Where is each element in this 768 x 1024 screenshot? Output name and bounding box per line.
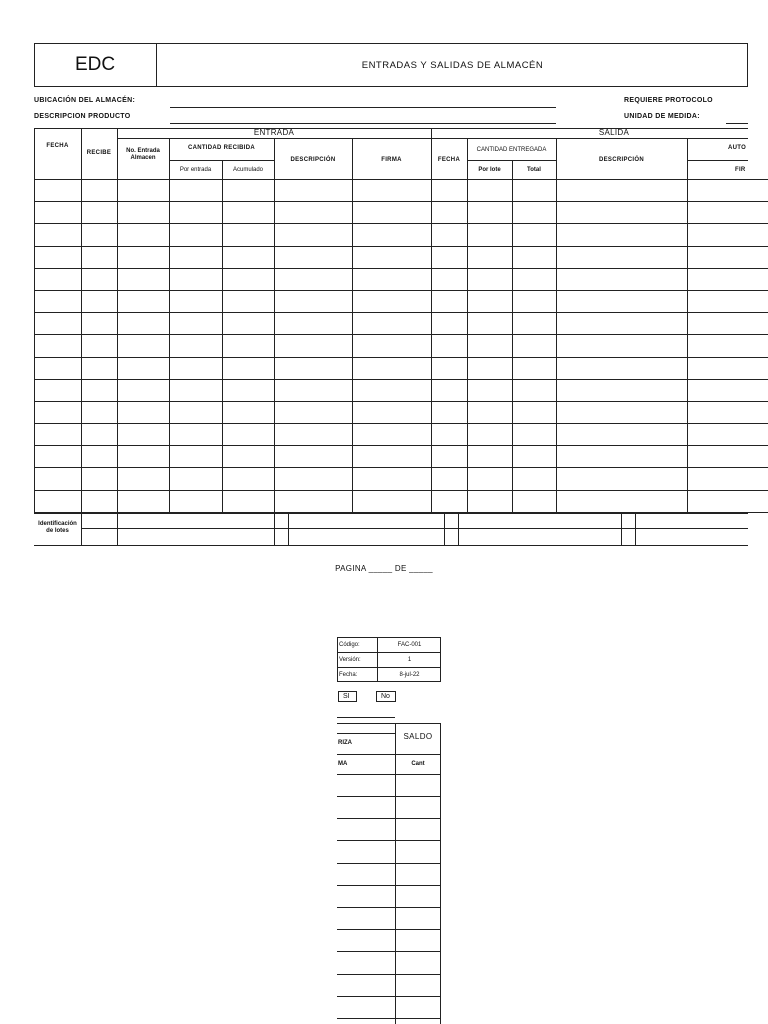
table-cell[interactable] bbox=[275, 424, 353, 446]
table-cell[interactable] bbox=[688, 446, 768, 468]
version-value: 1 bbox=[407, 657, 412, 663]
table-row bbox=[35, 224, 768, 246]
table-cell[interactable] bbox=[353, 357, 432, 379]
table-cell[interactable] bbox=[170, 490, 223, 512]
table-cell[interactable] bbox=[170, 268, 223, 290]
fecha-label: Fecha: bbox=[339, 672, 358, 678]
col-cantidad-recibida: CANTIDAD RECIBIDA bbox=[187, 145, 256, 151]
table-cell[interactable] bbox=[468, 468, 513, 490]
iv-621 bbox=[621, 513, 622, 546]
iv-444 bbox=[444, 513, 445, 546]
table-cell[interactable] bbox=[688, 268, 768, 290]
label-unidad-medida: UNIDAD DE MEDIDA: bbox=[624, 113, 700, 120]
table-row bbox=[35, 246, 768, 268]
si-label: SI bbox=[343, 693, 350, 700]
table-cell[interactable] bbox=[688, 246, 768, 268]
table-cell[interactable] bbox=[688, 490, 768, 512]
table-cell[interactable] bbox=[353, 224, 432, 246]
table-cell[interactable] bbox=[432, 313, 468, 335]
ident-top-thick bbox=[34, 512, 748, 514]
table-cell[interactable] bbox=[170, 290, 223, 312]
p2-header-bottom bbox=[337, 774, 441, 775]
p2-row-line bbox=[337, 840, 441, 841]
table-cell[interactable] bbox=[432, 335, 468, 357]
table-cell[interactable] bbox=[513, 446, 557, 468]
table-row bbox=[35, 202, 768, 224]
table-cell[interactable] bbox=[275, 180, 353, 202]
p2-mid-line bbox=[337, 754, 441, 755]
table-cell[interactable] bbox=[468, 401, 513, 423]
table-cell[interactable] bbox=[275, 379, 353, 401]
table-cell[interactable] bbox=[118, 290, 170, 312]
table-cell[interactable] bbox=[557, 401, 688, 423]
table-cell[interactable] bbox=[432, 224, 468, 246]
label-identificacion-lotes: Identificación de lotes bbox=[38, 521, 77, 534]
auto-under-line bbox=[687, 160, 748, 161]
table-cell[interactable] bbox=[353, 290, 432, 312]
table-cell[interactable] bbox=[432, 401, 468, 423]
table-cell[interactable] bbox=[688, 357, 768, 379]
table-cell[interactable] bbox=[557, 490, 688, 512]
table-cell[interactable] bbox=[82, 246, 118, 268]
table-cell[interactable] bbox=[223, 246, 275, 268]
table-cell[interactable] bbox=[275, 268, 353, 290]
table-cell[interactable] bbox=[82, 424, 118, 446]
table-cell[interactable] bbox=[468, 268, 513, 290]
table-cell[interactable] bbox=[513, 224, 557, 246]
col-fecha-salida: FECHA bbox=[437, 157, 461, 163]
table-row bbox=[35, 468, 768, 490]
table-cell[interactable] bbox=[557, 246, 688, 268]
table-cell[interactable] bbox=[275, 246, 353, 268]
iv-274 bbox=[274, 513, 275, 546]
table-cell[interactable] bbox=[688, 202, 768, 224]
table-cell[interactable] bbox=[468, 357, 513, 379]
table-cell[interactable] bbox=[35, 468, 82, 490]
table-cell[interactable] bbox=[468, 379, 513, 401]
table-cell[interactable] bbox=[468, 202, 513, 224]
table-cell[interactable] bbox=[35, 180, 82, 202]
table-cell[interactable] bbox=[513, 490, 557, 512]
table-cell[interactable] bbox=[118, 202, 170, 224]
table-cell[interactable] bbox=[353, 180, 432, 202]
p2-row-line bbox=[337, 885, 441, 886]
table-row bbox=[35, 290, 768, 312]
table-cell[interactable] bbox=[468, 446, 513, 468]
col-acumulado: Acumulado bbox=[232, 167, 264, 173]
table-cell[interactable] bbox=[82, 335, 118, 357]
table-cell[interactable] bbox=[688, 379, 768, 401]
table-cell[interactable] bbox=[35, 290, 82, 312]
table-cell[interactable] bbox=[82, 313, 118, 335]
table-row bbox=[35, 357, 768, 379]
table-cell[interactable] bbox=[468, 224, 513, 246]
col-cantidad-entregada: CANTIDAD ENTREGADA bbox=[476, 147, 547, 153]
table-cell[interactable] bbox=[432, 424, 468, 446]
table-cell[interactable] bbox=[432, 202, 468, 224]
table-cell[interactable] bbox=[82, 490, 118, 512]
col-autoriza: AUTO bbox=[728, 145, 747, 151]
table-cell[interactable] bbox=[353, 446, 432, 468]
table-cell[interactable] bbox=[513, 268, 557, 290]
ident-mid bbox=[81, 528, 748, 529]
col-total: Total bbox=[527, 167, 541, 173]
table-row bbox=[35, 180, 768, 202]
p2-row-line bbox=[337, 818, 441, 819]
table-cell[interactable] bbox=[688, 401, 768, 423]
table-cell[interactable] bbox=[513, 246, 557, 268]
table-cell[interactable] bbox=[468, 246, 513, 268]
ubicacion-underline bbox=[170, 107, 556, 108]
hv-467 bbox=[467, 138, 468, 180]
table-cell[interactable] bbox=[557, 424, 688, 446]
col-firma-autoriza: FIR bbox=[735, 167, 746, 173]
table-cell[interactable] bbox=[223, 335, 275, 357]
table-cell[interactable] bbox=[513, 424, 557, 446]
table-cell[interactable] bbox=[35, 401, 82, 423]
table-cell[interactable] bbox=[82, 202, 118, 224]
p2-sub-line bbox=[337, 733, 395, 734]
col-descripcion: DESCRIPCIÓN bbox=[290, 157, 336, 163]
col-salida: SALIDA bbox=[598, 128, 630, 137]
table-cell[interactable] bbox=[513, 202, 557, 224]
table-cell[interactable] bbox=[468, 424, 513, 446]
p2-row-line bbox=[337, 974, 441, 975]
table-cell[interactable] bbox=[557, 357, 688, 379]
table-cell[interactable] bbox=[688, 180, 768, 202]
table-cell[interactable] bbox=[432, 357, 468, 379]
table-cell[interactable] bbox=[118, 424, 170, 446]
table-cell[interactable] bbox=[432, 468, 468, 490]
table-cell[interactable] bbox=[35, 268, 82, 290]
iv-458 bbox=[458, 513, 459, 546]
fecha-value: 8-jul-22 bbox=[399, 672, 420, 678]
p2-row-line bbox=[337, 863, 441, 864]
table-cell[interactable] bbox=[170, 446, 223, 468]
table-cell[interactable] bbox=[557, 202, 688, 224]
table-cell[interactable] bbox=[223, 446, 275, 468]
table-cell[interactable] bbox=[688, 424, 768, 446]
table-cell[interactable] bbox=[170, 246, 223, 268]
table-cell[interactable] bbox=[353, 401, 432, 423]
codigo-value: FAC-001 bbox=[397, 642, 422, 648]
table-cell[interactable] bbox=[557, 290, 688, 312]
p2-row-line bbox=[337, 951, 441, 952]
table-cell[interactable] bbox=[468, 490, 513, 512]
table-cell[interactable] bbox=[513, 357, 557, 379]
table-cell[interactable] bbox=[35, 357, 82, 379]
table-cell[interactable] bbox=[353, 379, 432, 401]
hv-0 bbox=[34, 128, 35, 180]
table-cell[interactable] bbox=[223, 468, 275, 490]
table-row bbox=[35, 379, 768, 401]
table-cell[interactable] bbox=[353, 468, 432, 490]
descripcion-underline bbox=[170, 123, 556, 124]
table-cell[interactable] bbox=[688, 468, 768, 490]
table-cell[interactable] bbox=[275, 290, 353, 312]
col-firma: FIRMA bbox=[381, 157, 402, 163]
table-cell[interactable] bbox=[223, 424, 275, 446]
table-row bbox=[35, 401, 768, 423]
table-cell[interactable] bbox=[170, 401, 223, 423]
table-cell[interactable] bbox=[170, 224, 223, 246]
col-por-lote: Por lote bbox=[478, 167, 501, 173]
table-cell[interactable] bbox=[223, 313, 275, 335]
table-cell[interactable] bbox=[468, 335, 513, 357]
table-cell[interactable] bbox=[223, 490, 275, 512]
p2-row-line bbox=[337, 1018, 441, 1019]
main-grid bbox=[34, 179, 768, 513]
table-cell[interactable] bbox=[688, 224, 768, 246]
table-cell[interactable] bbox=[432, 268, 468, 290]
table-cell[interactable] bbox=[223, 290, 275, 312]
table-cell[interactable] bbox=[170, 357, 223, 379]
table-cell[interactable] bbox=[513, 290, 557, 312]
table-cell[interactable] bbox=[35, 246, 82, 268]
table-cell[interactable] bbox=[118, 357, 170, 379]
table-cell[interactable] bbox=[35, 313, 82, 335]
table-cell[interactable] bbox=[432, 379, 468, 401]
table-cell[interactable] bbox=[432, 246, 468, 268]
table-cell[interactable] bbox=[557, 446, 688, 468]
logo-edc: EDC bbox=[74, 54, 116, 75]
table-cell[interactable] bbox=[118, 468, 170, 490]
p2-firma: MA bbox=[338, 761, 348, 767]
table-cell[interactable] bbox=[35, 335, 82, 357]
p2-row-line bbox=[337, 929, 441, 930]
table-cell[interactable] bbox=[223, 224, 275, 246]
table-cell[interactable] bbox=[557, 335, 688, 357]
p2-top-line bbox=[337, 723, 441, 724]
iv-288 bbox=[288, 513, 289, 546]
doc-info-div-h2 bbox=[337, 667, 441, 668]
table-cell[interactable] bbox=[353, 202, 432, 224]
table-cell[interactable] bbox=[118, 313, 170, 335]
col-fecha: FECHA bbox=[46, 143, 69, 149]
pagina-label: PAGINA _____ DE _____ bbox=[335, 564, 433, 573]
table-cell[interactable] bbox=[170, 424, 223, 446]
p2-row-line bbox=[337, 907, 441, 908]
version-label: Versión: bbox=[339, 657, 361, 663]
table-cell[interactable] bbox=[275, 490, 353, 512]
table-cell[interactable] bbox=[557, 224, 688, 246]
iv-81 bbox=[81, 513, 82, 546]
p2-vert-right bbox=[440, 723, 441, 1024]
table-cell[interactable] bbox=[275, 224, 353, 246]
iv-635 bbox=[635, 513, 636, 546]
table-row bbox=[35, 446, 768, 468]
table-cell[interactable] bbox=[275, 468, 353, 490]
hv-687 bbox=[687, 138, 688, 180]
table-row bbox=[35, 335, 768, 357]
table-cell[interactable] bbox=[513, 180, 557, 202]
unidad-line-p2 bbox=[337, 717, 395, 718]
table-cell[interactable] bbox=[82, 379, 118, 401]
table-cell[interactable] bbox=[468, 313, 513, 335]
table-cell[interactable] bbox=[82, 290, 118, 312]
table-cell[interactable] bbox=[82, 401, 118, 423]
p2-row-line bbox=[337, 996, 441, 997]
table-cell[interactable] bbox=[118, 246, 170, 268]
iv-117 bbox=[117, 513, 118, 546]
grid-body bbox=[35, 180, 768, 513]
table-cell[interactable] bbox=[432, 490, 468, 512]
table-cell[interactable] bbox=[82, 357, 118, 379]
table-cell[interactable] bbox=[118, 401, 170, 423]
p2-cant: Cant bbox=[411, 761, 425, 767]
table-cell[interactable] bbox=[35, 224, 82, 246]
table-cell[interactable] bbox=[170, 202, 223, 224]
table-cell[interactable] bbox=[353, 424, 432, 446]
table-cell[interactable] bbox=[223, 202, 275, 224]
table-cell[interactable] bbox=[223, 180, 275, 202]
table-cell[interactable] bbox=[170, 379, 223, 401]
table-row bbox=[35, 424, 768, 446]
table-cell[interactable] bbox=[170, 313, 223, 335]
table-cell[interactable] bbox=[432, 446, 468, 468]
table-cell[interactable] bbox=[82, 224, 118, 246]
label-ubicacion: UBICACIÓN DEL ALMACÉN: bbox=[34, 97, 136, 104]
table-cell[interactable] bbox=[468, 180, 513, 202]
label-requiere-protocolo: REQUIERE PROTOCOLO bbox=[624, 97, 713, 104]
table-cell[interactable] bbox=[432, 180, 468, 202]
table-cell[interactable] bbox=[82, 180, 118, 202]
table-cell[interactable] bbox=[353, 490, 432, 512]
table-cell[interactable] bbox=[557, 379, 688, 401]
table-cell[interactable] bbox=[353, 268, 432, 290]
table-cell[interactable] bbox=[688, 290, 768, 312]
table-cell[interactable] bbox=[513, 335, 557, 357]
table-cell[interactable] bbox=[557, 468, 688, 490]
table-cell[interactable] bbox=[275, 446, 353, 468]
table-cell[interactable] bbox=[118, 379, 170, 401]
table-cell[interactable] bbox=[223, 379, 275, 401]
codigo-label: Código: bbox=[339, 642, 360, 648]
table-cell[interactable] bbox=[170, 468, 223, 490]
table-cell[interactable] bbox=[82, 446, 118, 468]
table-cell[interactable] bbox=[513, 468, 557, 490]
table-cell[interactable] bbox=[118, 224, 170, 246]
table-cell[interactable] bbox=[118, 268, 170, 290]
table-cell[interactable] bbox=[557, 268, 688, 290]
p2-row-line bbox=[337, 796, 441, 797]
table-cell[interactable] bbox=[170, 180, 223, 202]
table-cell[interactable] bbox=[35, 446, 82, 468]
table-cell[interactable] bbox=[557, 313, 688, 335]
table-cell[interactable] bbox=[223, 268, 275, 290]
table-cell[interactable] bbox=[170, 335, 223, 357]
col-descripcion-salida: DESCRIPCIÓN bbox=[599, 157, 644, 163]
doc-info-div-h1 bbox=[337, 652, 441, 653]
table-cell[interactable] bbox=[353, 313, 432, 335]
table-cell[interactable] bbox=[35, 379, 82, 401]
p2-vert-left bbox=[395, 723, 396, 1024]
table-cell[interactable] bbox=[353, 246, 432, 268]
col-entrada: ENTRADA bbox=[253, 128, 295, 137]
table-cell[interactable] bbox=[35, 202, 82, 224]
table-cell[interactable] bbox=[223, 357, 275, 379]
ident-bottom bbox=[34, 545, 748, 546]
table-cell[interactable] bbox=[432, 290, 468, 312]
table-cell[interactable] bbox=[82, 268, 118, 290]
col-no-entrada: No. Entrada Almacen bbox=[126, 148, 160, 161]
table-cell[interactable] bbox=[275, 202, 353, 224]
table-cell[interactable] bbox=[118, 180, 170, 202]
table-cell[interactable] bbox=[688, 335, 768, 357]
table-cell[interactable] bbox=[513, 313, 557, 335]
p2-autoriza: RIZA bbox=[338, 740, 352, 746]
col-por-entrada: Por entrada bbox=[179, 167, 212, 173]
table-row bbox=[35, 490, 768, 512]
table-cell[interactable] bbox=[118, 335, 170, 357]
table-row bbox=[35, 313, 768, 335]
table-cell[interactable] bbox=[688, 313, 768, 335]
table-cell[interactable] bbox=[275, 313, 353, 335]
label-descripcion: DESCRIPCION PRODUCTO bbox=[34, 113, 131, 120]
table-row bbox=[35, 268, 768, 290]
p2-saldo: SALDO bbox=[403, 732, 433, 741]
table-cell[interactable] bbox=[275, 335, 353, 357]
table-cell[interactable] bbox=[275, 401, 353, 423]
page-title: ENTRADAS Y SALIDAS DE ALMACÉN bbox=[361, 60, 544, 71]
table-cell[interactable] bbox=[468, 290, 513, 312]
table-cell[interactable] bbox=[513, 379, 557, 401]
col-recibe: RECIBE bbox=[86, 150, 112, 156]
table-cell[interactable] bbox=[353, 335, 432, 357]
table-cell[interactable] bbox=[223, 401, 275, 423]
table-cell[interactable] bbox=[118, 490, 170, 512]
table-cell[interactable] bbox=[557, 180, 688, 202]
unidad-underline bbox=[726, 123, 748, 124]
table-cell[interactable] bbox=[35, 490, 82, 512]
table-cell[interactable] bbox=[275, 357, 353, 379]
table-cell[interactable] bbox=[513, 401, 557, 423]
table-cell[interactable] bbox=[82, 468, 118, 490]
table-cell[interactable] bbox=[118, 446, 170, 468]
table-cell[interactable] bbox=[35, 424, 82, 446]
no-label: No bbox=[381, 693, 390, 700]
entrada-under-line bbox=[117, 138, 748, 139]
